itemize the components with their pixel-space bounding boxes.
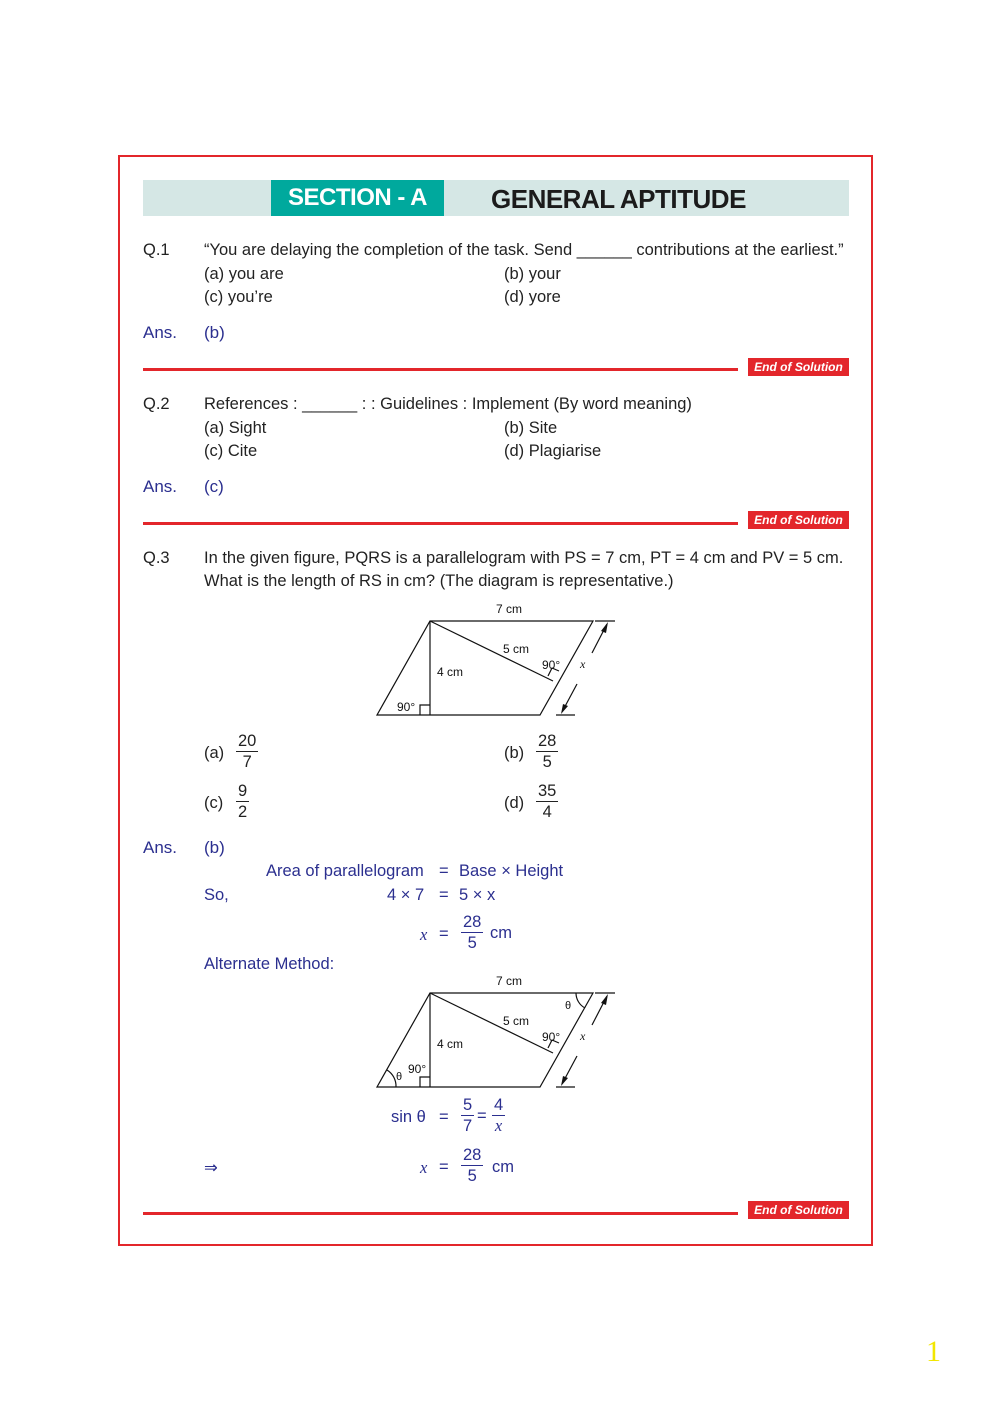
divider (143, 522, 738, 525)
denominator: 5 (542, 753, 552, 771)
sol-eq: = (439, 886, 449, 904)
end-of-solution-badge: End of Solution (748, 1201, 849, 1219)
q1-option-b: (b) your (504, 265, 561, 283)
q3-answer: (b) (204, 838, 225, 857)
label-90-bottom: 90° (397, 700, 416, 714)
q3-text-line1: In the given figure, PQRS is a parallelogram with PS = 7 cm, PT = 4 cm and PV = 5 cm. (204, 549, 844, 567)
denominator: 5 (467, 934, 477, 952)
q2-answer: (c) (204, 477, 224, 496)
sol-fraction-2 (461, 1145, 483, 1186)
sol-eq: = (439, 862, 449, 880)
q1-option-d: (d) yore (504, 288, 561, 306)
end-of-solution-badge: End of Solution (748, 511, 849, 529)
q1-ans-label: Ans. (143, 323, 178, 342)
sol-5x: 5 × x (459, 886, 496, 904)
numerator: 28 (463, 1146, 482, 1164)
label-theta-bottom: θ (396, 1071, 403, 1083)
page-number: 1 (926, 1335, 941, 1368)
q2-number: Q.2 (143, 395, 170, 413)
q1-text: “You are delaying the completion of the task. Send ______ contributions at the earliest.” (204, 241, 844, 259)
implies-arrow: ⇒ (204, 1159, 218, 1177)
q3-option-d-label: (d) (504, 794, 525, 812)
sol-x: x (420, 1158, 428, 1177)
q3-number: Q.3 (143, 549, 170, 567)
sin-fraction-1 (461, 1095, 474, 1136)
label-x: x (580, 1029, 586, 1043)
label-7cm: 7 cm (496, 602, 523, 616)
denominator: 7 (242, 753, 252, 771)
q3-option-b-fraction (536, 731, 558, 772)
denominator: 5 (467, 1167, 477, 1185)
q2-option-a: (a) Sight (204, 419, 267, 437)
parallelogram-figure (360, 595, 630, 725)
label-90: 90° (542, 658, 561, 672)
q2-option-d: (d) Plagiarise (504, 442, 602, 460)
q2-option-b: (b) Site (504, 419, 558, 437)
label-4cm: 4 cm (437, 1037, 464, 1051)
sol-eq: = (439, 925, 449, 943)
numerator: 9 (238, 782, 248, 800)
sol-fraction (461, 912, 483, 953)
sol-eq: = (439, 1158, 449, 1176)
sol-base-height: Base × Height (459, 862, 564, 880)
parallelogram-figure-theta (360, 967, 630, 1097)
q1-number: Q.1 (143, 241, 170, 259)
label-90-bottom: 90° (408, 1062, 427, 1076)
numerator: 20 (238, 732, 257, 750)
q3-option-c-label: (c) (204, 794, 224, 812)
q2-text: References : ______ : : Guidelines : Implement (By word meaning) (204, 395, 692, 413)
q2-ans-label: Ans. (143, 477, 178, 496)
sin-fraction-2 (492, 1095, 505, 1136)
label-90: 90° (542, 1030, 561, 1044)
q3-ans-label: Ans. (143, 838, 178, 857)
denominator: x (494, 1116, 503, 1135)
sol-unit: cm (490, 924, 512, 942)
sol-eq: = (439, 1108, 449, 1126)
divider (143, 368, 738, 371)
q1-answer: (b) (204, 323, 225, 342)
divider (143, 1212, 738, 1215)
numerator: 35 (538, 782, 557, 800)
end-of-solution-badge: End of Solution (748, 358, 849, 376)
q3-option-a-label: (a) (204, 744, 225, 762)
label-4cm: 4 cm (437, 665, 464, 679)
sol-x: x (420, 925, 428, 944)
numerator: 5 (463, 1096, 473, 1114)
sol-4x7: 4 × 7 (387, 886, 425, 904)
q3-text-line2: What is the length of RS in cm? (The diagram is representative.) (204, 572, 674, 590)
label-x: x (580, 657, 586, 671)
sol-eq: = (477, 1107, 487, 1125)
numerator: 28 (538, 732, 557, 750)
denominator: 7 (463, 1117, 473, 1135)
sol-so: So, (204, 886, 229, 904)
alternate-method-heading: Alternate Method: (204, 955, 335, 973)
q3-option-a-fraction (236, 731, 258, 772)
q3-option-b-label: (b) (504, 744, 525, 762)
numerator: 4 (494, 1096, 504, 1114)
sol-unit: cm (492, 1158, 514, 1176)
denominator: 2 (238, 803, 248, 821)
sin-theta: sin θ (391, 1108, 426, 1126)
q1-option-c: (c) you’re (204, 288, 273, 306)
sol-area-label: Area of parallelogram (266, 862, 424, 880)
q3-option-c-fraction (236, 781, 249, 822)
q3-option-d-fraction (536, 781, 558, 822)
label-theta-top: θ (565, 1000, 572, 1012)
section-label: SECTION - A (271, 180, 444, 216)
section-title: GENERAL APTITUDE (491, 184, 746, 214)
q2-option-c: (c) Cite (204, 442, 258, 460)
label-7cm: 7 cm (496, 974, 523, 988)
numerator: 28 (463, 913, 482, 931)
q1-option-a: (a) you are (204, 265, 284, 283)
label-5cm: 5 cm (503, 642, 530, 656)
label-5cm: 5 cm (503, 1014, 530, 1028)
denominator: 4 (542, 803, 552, 821)
